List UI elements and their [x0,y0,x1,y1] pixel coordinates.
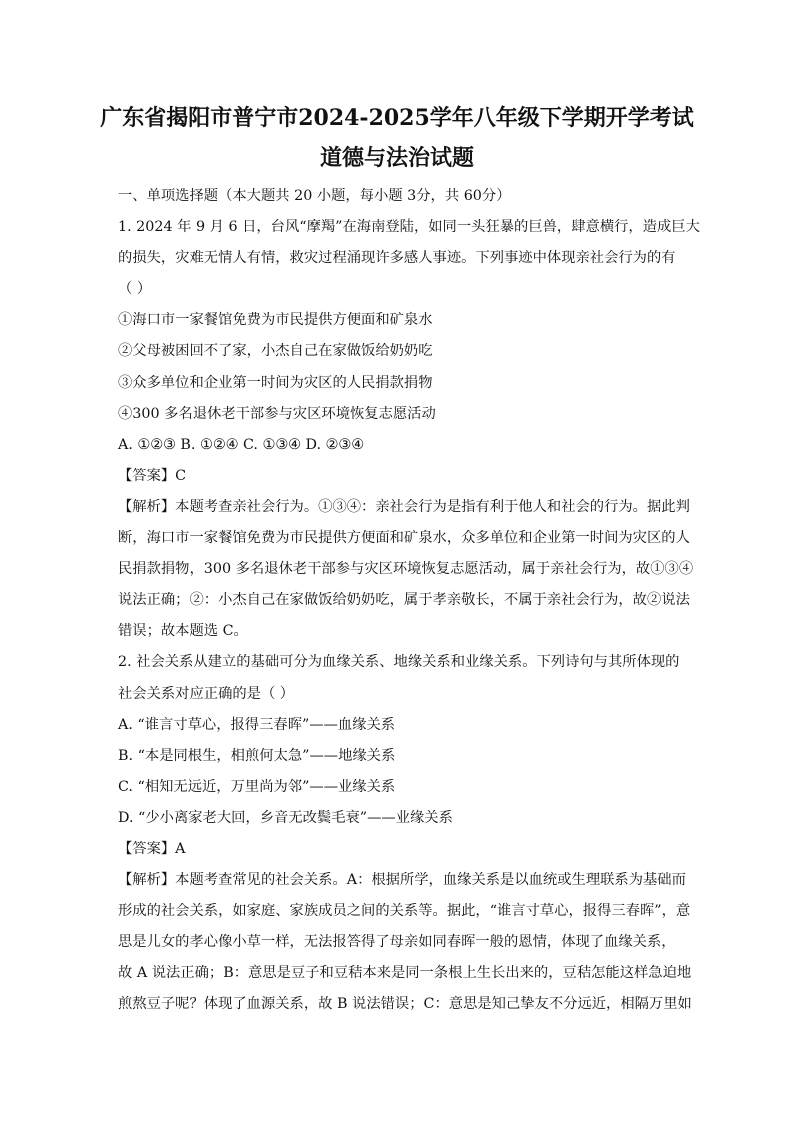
question-2 [118,647,692,1020]
analysis-line: 【解析】本题考查亲社会行为。①③④：亲社会行为是指有利于他人和社会的行为。据此判 [118,498,690,515]
question-stem-line: （ ） [118,281,152,298]
answer-option: B. “本是同根生，相煎何太急”——地缘关系 [118,747,396,764]
choice-item: ④300 多名退休老干部参与灾区环境恢复志愿活动 [118,405,436,422]
question-stem-line: 社会关系对应正确的是（ ） [118,685,295,702]
title-line-2: 道德与法治试题 [319,145,474,171]
answer-option: D. “少小离家老大回，乡音无改鬓毛衰”——业缘关系 [118,809,453,826]
analysis-line: 故 A 说法正确；B：意思是豆子和豆秸本来是同一条根上生长出来的，豆秸怎能这样急迫地 [118,965,692,982]
document-body [118,181,700,1021]
section-header: 一、单项选择题（本大题共 20 小题，每小题 3分，共 60分） [118,188,511,204]
analysis-line: 民捐款捐物，300 多名退休老干部参与灾区环境恢复志愿活动，属于亲社会行为，故①③④ [118,561,694,578]
question-stem-line: 的损失，灾难无情人有情，救灾过程涌现许多感人事迹。下列事迹中体现亲社会行为的有 [118,250,676,267]
answer-label: 【答案】C [118,467,187,484]
title-line-1: 广东省揭阳市普宁市2024-2025学年八年级下学期开学考试 [100,105,694,131]
answer-option: C. “相知无远近，万里尚为邻”——业缘关系 [118,778,396,795]
question-stem-line: 2. 社会关系从建立的基础可分为血缘关系、地缘关系和业缘关系。下列诗句与其所体现的 [118,654,680,671]
analysis-line: 说法正确；②：小杰自己在家做饭给奶奶吃，属于孝亲敬长，不属于亲社会行为，故②说法 [118,592,690,609]
choice-item: ③众多单位和企业第一时间为灾区的人民捐款捐物 [118,374,433,391]
analysis-line: 断，海口市一家餐馆免费为市民提供方便面和矿泉水，众多单位和企业第一时间为灾区的人 [118,530,690,547]
analysis-line: 思是儿女的孝心像小草一样，无法报答得了母亲如同春晖一般的恩情，体现了血缘关系， [118,934,676,951]
answer-options: A. ①②③ B. ①②④ C. ①③④ D. ②③④ [118,436,365,453]
answer-option: A. “谁言寸草心，报得三春晖”——血缘关系 [118,716,396,733]
analysis-line: 煎熬豆子呢？体现了血源关系，故 B 说法错误；C：意思是知己挚友不分远近，相隔万里如 [118,996,692,1013]
choice-item: ②父母被困回不了家，小杰自己在家做饭给奶奶吃 [118,343,433,360]
answer-label: 【答案】A [118,840,186,857]
question-stem-line: 1. 2024 年 9 月 6 日，台风“摩羯”在海南登陆，如同一头狂暴的巨兽，肆意横行，造成巨大 [118,219,700,236]
analysis-line: 形成的社会关系，如家庭、家族成员之间的关系等。据此，“谁言寸草心，报得三春晖”，意 [118,903,691,920]
analysis-line: 【解析】本题考查常见的社会关系。A：根据所学，血缘关系是以血统或生理联系为基础而 [118,872,686,889]
question-1 [118,212,700,647]
choice-item: ①海口市一家餐馆免费为市民提供方便面和矿泉水 [118,312,433,329]
analysis-line: 错误；故本题选 C。 [118,623,248,640]
